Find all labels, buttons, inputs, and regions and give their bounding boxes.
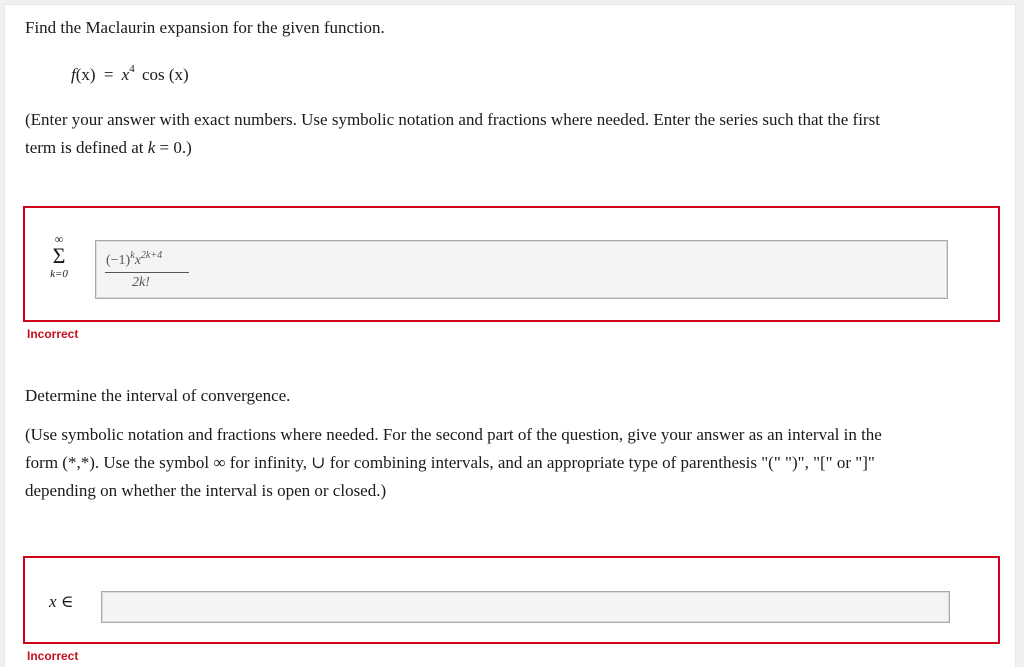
function-lhs: f bbox=[71, 65, 76, 84]
fraction-denominator: 2k! bbox=[132, 275, 150, 290]
function-equals: = bbox=[103, 65, 114, 84]
question2-instructions-line2: form (*,*). Use the symbol ∞ for infinity, ∪ for combining intervals, and an appropriate type of parenthesis "(" ")", "[" or "]" bbox=[25, 453, 875, 472]
question2-prompt: Determine the interval of convergence. bbox=[25, 386, 291, 405]
instructions-line2-suffix: = 0.) bbox=[155, 138, 192, 157]
question2-instructions-line1: (Use symbolic notation and fractions where needed. For the second part of the question, give your answer as an interval in the bbox=[25, 425, 882, 444]
numerator-base: (−1) bbox=[106, 253, 131, 268]
function-exponent: 4 bbox=[129, 63, 135, 75]
question2-instructions-line3: depending on whether the interval is open or closed.) bbox=[25, 481, 387, 500]
fraction-numerator bbox=[106, 250, 162, 269]
function-expression bbox=[71, 63, 189, 85]
numerator-exp2: 2k+4 bbox=[140, 250, 163, 261]
numerator-var: x bbox=[134, 253, 141, 268]
answer2-container bbox=[23, 556, 1000, 644]
sum-upper-limit: ∞ bbox=[54, 232, 64, 246]
interval-input[interactable] bbox=[101, 591, 950, 623]
series-term-input[interactable] bbox=[95, 240, 948, 299]
numerator-exp1: k bbox=[130, 250, 135, 261]
function-base: x bbox=[121, 65, 130, 84]
question1-instructions-line2 bbox=[25, 134, 192, 162]
function-lhs-arg: (x) bbox=[75, 65, 96, 84]
interval-label: x ∈ bbox=[49, 592, 74, 611]
question1-instructions-line1: (Enter your answer with exact numbers. Use symbolic notation and fractions where needed. Enter the series such that the first bbox=[25, 110, 880, 129]
sum-lower-limit: k=0 bbox=[50, 268, 68, 280]
fraction-bar bbox=[105, 272, 189, 273]
question1-prompt: Find the Maclaurin expansion for the given function. bbox=[25, 18, 385, 37]
function-arg: (x) bbox=[168, 65, 189, 84]
function-name: cos bbox=[141, 65, 165, 84]
answer2-status: Incorrect bbox=[27, 649, 79, 663]
question-card bbox=[4, 4, 1016, 667]
instructions-line2-prefix: term is defined at bbox=[25, 138, 148, 157]
answer1-container bbox=[23, 206, 1000, 322]
summation bbox=[44, 234, 74, 280]
answer1-status: Incorrect bbox=[27, 327, 79, 341]
sigma-icon: Σ bbox=[52, 243, 66, 268]
instructions-line2-var: k bbox=[147, 138, 156, 157]
